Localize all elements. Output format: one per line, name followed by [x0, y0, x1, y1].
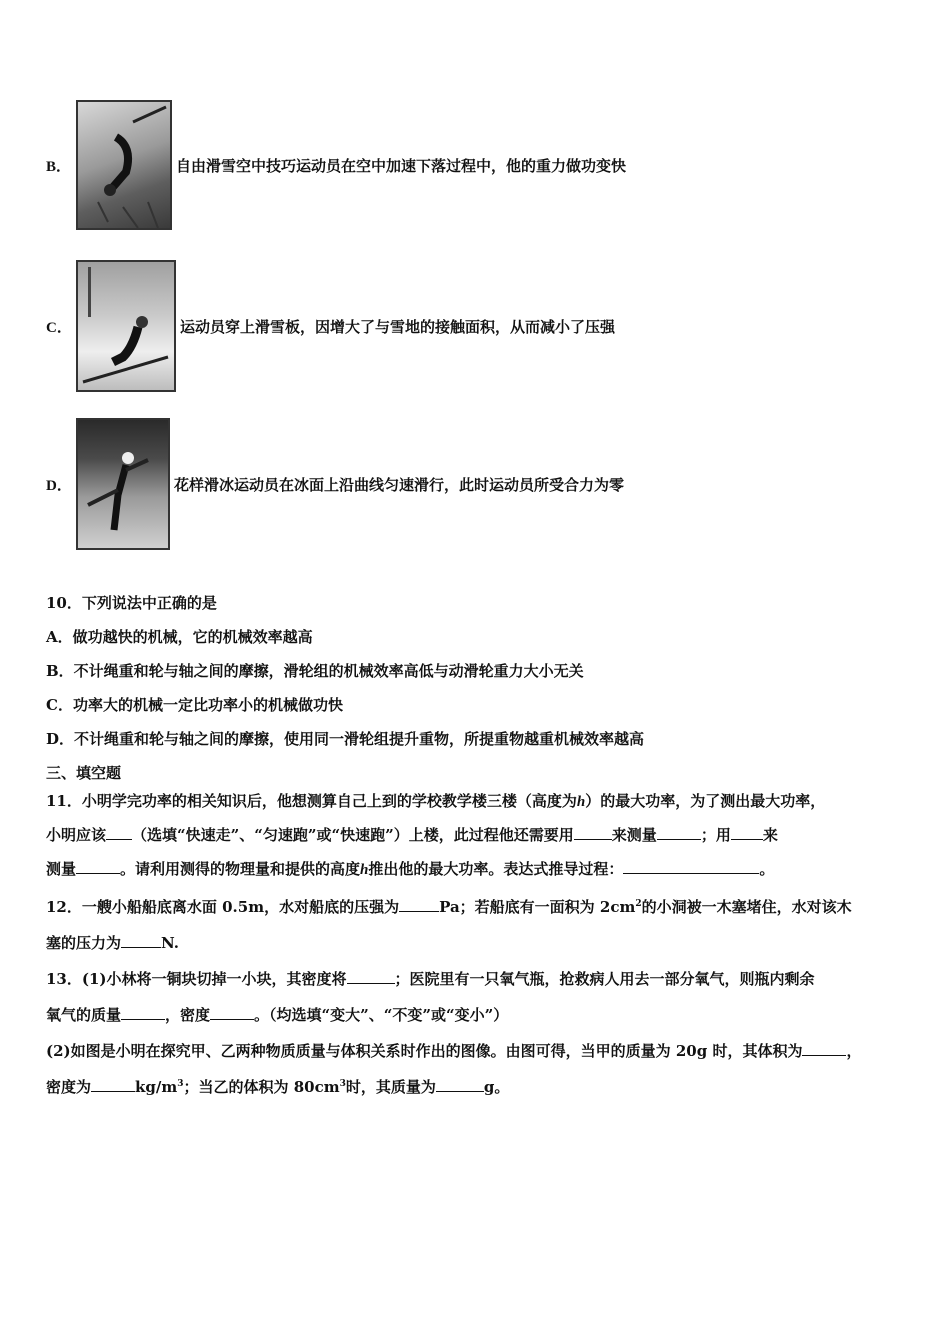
q11-line-3 — [46, 858, 774, 879]
q13-text-1a: 13．(1)小林将一铜块切掉一小块，其密度将 — [46, 970, 347, 988]
q11-text-3c: 推出他的最大功率。表达式推导过程： — [368, 860, 624, 878]
q11-line-2 — [46, 824, 778, 845]
q11-blank-2[interactable] — [574, 825, 612, 840]
q11-text-3d: 。 — [759, 860, 775, 878]
q13-text-3b: ， — [846, 1042, 862, 1060]
q12-blank-2[interactable] — [121, 933, 161, 948]
q13-text-4d: 时，其质量为 — [345, 1078, 436, 1096]
option-d-text: 花样滑冰运动员在冰面上沿曲线匀速滑行，此时运动员所受合力为零 — [174, 475, 625, 494]
q13-line-3 — [46, 1040, 861, 1061]
q11-text-2a: 小明应该 — [46, 826, 107, 844]
option-c-letter: C． — [46, 319, 72, 336]
option-d — [46, 418, 624, 550]
q13-blank-2[interactable] — [121, 1005, 165, 1020]
q13-superscript-1: 3 — [177, 1079, 184, 1089]
q13-line-1 — [46, 968, 815, 989]
q10-option-b: B．不计绳重和轮与轴之间的摩擦，滑轮组的机械效率高低与动滑轮重力大小无关 — [46, 662, 584, 680]
q12-text-2a: 塞的压力为 — [46, 934, 122, 952]
q13-text-3a: (2)如图是小明在探究甲、乙两种物质质量与体积关系时作出的图像。由图可得，当甲的质量为 20g 时，其体积为 — [46, 1042, 803, 1060]
q13-blank-4[interactable] — [802, 1041, 846, 1056]
q11-blank-3[interactable] — [657, 825, 701, 840]
q10-option-d: D．不计绳重和轮与轴之间的摩擦，使用同一滑轮组提升重物，所提重物越重机械效率越高 — [46, 730, 645, 748]
q13-blank-5[interactable] — [91, 1077, 135, 1092]
q13-text-4c: ；当乙的体积为 80cm — [183, 1078, 340, 1096]
q13-text-4e: g。 — [483, 1078, 510, 1096]
q12-text-1c: 的小洞被一木塞堵住，水对该木 — [641, 898, 852, 916]
q11-blank-1[interactable] — [106, 825, 132, 840]
q13-superscript-2: 3 — [339, 1079, 346, 1089]
height-variable-2: h — [360, 862, 369, 878]
q10-stem: 10．下列说法中正确的是 — [46, 594, 217, 612]
height-variable: h — [576, 794, 586, 810]
q13-blank-6[interactable] — [436, 1077, 484, 1092]
option-b — [46, 100, 626, 230]
q13-line-2 — [46, 1004, 508, 1025]
q11-text-2d: ；用 — [700, 826, 731, 844]
q13-text-2a: 氧气的质量 — [46, 1006, 122, 1024]
aerial-skier-photo — [76, 100, 172, 230]
q10-option-a: A．做功越快的机械，它的机械效率越高 — [46, 628, 313, 646]
q12-blank-1[interactable] — [399, 897, 439, 912]
q12-text-1a: 12．一艘小船船底离水面 0.5m，水对船底的压强为 — [46, 898, 400, 916]
q13-text-4a: 密度为 — [46, 1078, 92, 1096]
q11-blank-4[interactable] — [731, 825, 763, 840]
q13-text-1b: ；医院里有一只氧气瓶，抢救病人用去一部分氧气，则瓶内剩余 — [394, 970, 815, 988]
q12-line-1 — [46, 896, 852, 917]
option-c-text: 运动员穿上滑雪板，因增大了与雪地的接触面积，从而减小了压强 — [180, 317, 616, 336]
skier-photo — [76, 260, 176, 392]
q11-text-2b: （选填“快速走”、“匀速跑”或“快速跑”）上楼，此过程他还需要用 — [132, 826, 574, 844]
figure-skater-photo — [76, 418, 170, 550]
option-b-letter: B． — [46, 158, 72, 175]
q10-option-c: C．功率大的机械一定比功率小的机械做功快 — [46, 696, 343, 714]
q11-text-2c: 来测量 — [611, 826, 657, 844]
option-b-text: 自由滑雪空中技巧运动员在空中加速下落过程中，他的重力做功变快 — [176, 156, 627, 175]
option-d-letter: D． — [46, 477, 72, 494]
q11-text-1b: ）的最大功率，为了测出最大功率， — [585, 792, 826, 810]
q13-text-4b: kg/m — [135, 1078, 178, 1096]
section-heading: 三、填空题 — [46, 764, 122, 782]
option-c — [46, 260, 615, 392]
q11-blank-5[interactable] — [76, 859, 120, 874]
q11-blank-6[interactable] — [623, 859, 759, 874]
q11-line-1 — [46, 790, 825, 811]
q12-line-2 — [46, 932, 179, 953]
q13-line-4 — [46, 1076, 509, 1097]
q11-text-1a: 11．小明学完功率的相关知识后，他想测算自己上到的学校教学楼三楼（高度为 — [46, 792, 577, 810]
q11-text-3a: 测量 — [46, 860, 77, 878]
q11-text-2e: 来 — [762, 826, 778, 844]
q13-text-2b: ，密度 — [165, 1006, 211, 1024]
q13-blank-3[interactable] — [210, 1005, 254, 1020]
q13-text-2c: 。（均选填“变大”、“不变”或“变小”） — [254, 1006, 509, 1024]
q11-text-3b: 。请利用测得的物理量和提供的高度 — [120, 860, 361, 878]
q12-text-2b: N. — [161, 934, 179, 952]
q12-superscript: 2 — [635, 899, 642, 909]
q13-blank-1[interactable] — [347, 969, 395, 984]
q12-text-1b: Pa；若船底有一面积为 2cm — [439, 898, 636, 916]
